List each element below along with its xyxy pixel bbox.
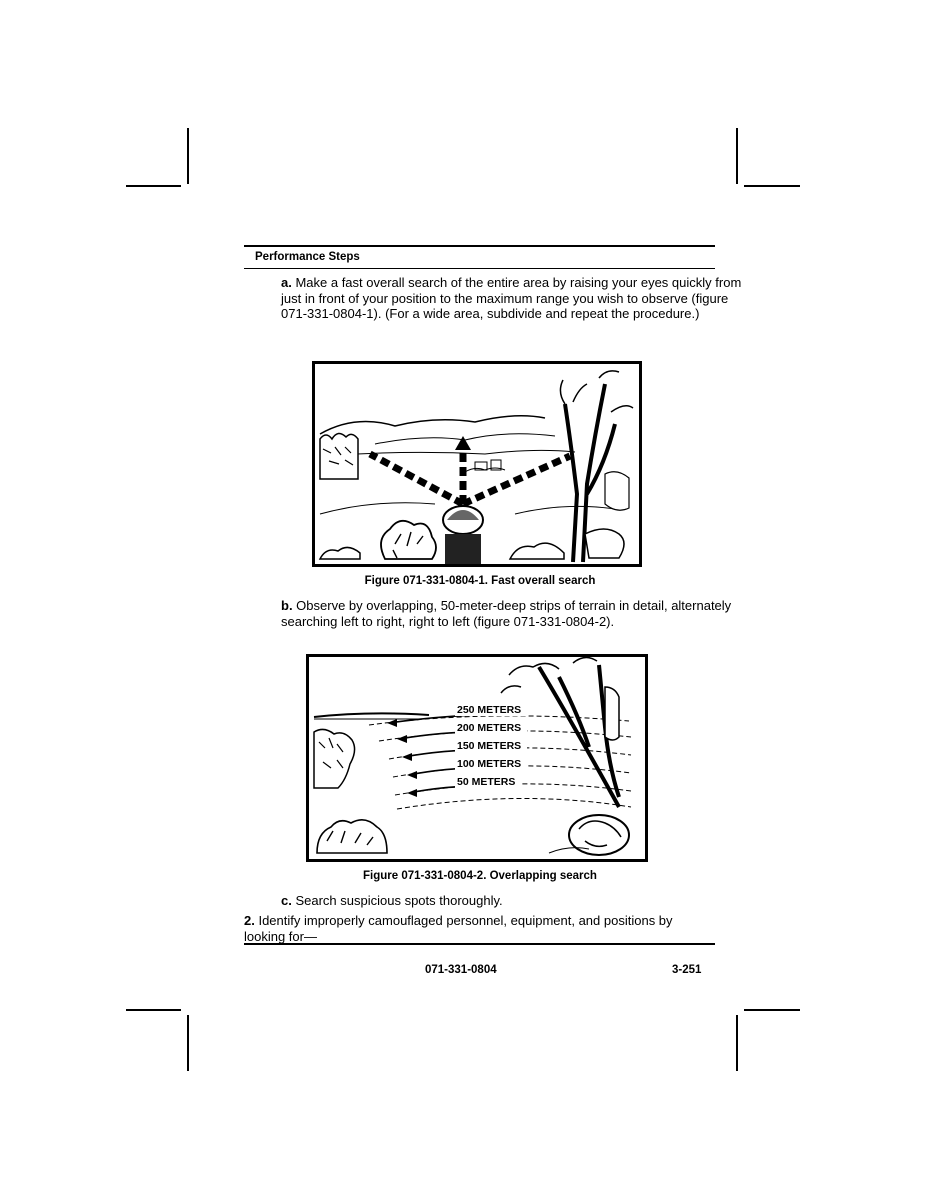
crop-mark-bottom-right-horizontal [744, 1009, 800, 1011]
crop-mark-bottom-left-vertical [187, 1015, 189, 1071]
section-top-rule [244, 245, 715, 247]
distance-label-50: 50 METERS [457, 776, 516, 788]
figure-2-caption: Figure 071-331-0804-2. Overlapping search [363, 870, 597, 882]
step-2-text: Identify improperly camouflaged personnel, equipment, and positions by looking for— [244, 913, 673, 944]
footer-page-number: 3-251 [672, 964, 702, 976]
step-a-text: Make a fast overall search of the entire area by raising your eyes quickly from just in front of your position to the maximum range you wish to observe (figure 071-331-0804-1). (For a wide area, subdivide and repeat the procedure.) [281, 275, 742, 321]
figure-1-caption: Figure 071-331-0804-1. Fast overall search [364, 575, 596, 587]
distance-label-150: 150 METERS [457, 740, 522, 752]
step-a-marker: a. [281, 275, 292, 290]
step-c-paragraph [253, 893, 743, 909]
figure-overlapping-search [306, 654, 648, 862]
section-header-underline [244, 268, 715, 269]
figure-fast-overall-search [312, 361, 642, 567]
crop-mark-top-right-vertical [736, 128, 738, 184]
overlapping-search-illustration [309, 657, 645, 859]
distance-label-250: 250 METERS [457, 704, 522, 716]
step-2-paragraph [244, 913, 715, 944]
step-b-paragraph [253, 598, 743, 629]
step-c-marker: c. [281, 893, 292, 908]
distance-label-200: 200 METERS [457, 722, 522, 734]
section-bottom-rule [244, 943, 715, 945]
fast-search-illustration [315, 364, 639, 564]
crop-mark-top-left-horizontal [126, 185, 181, 187]
section-header: Performance Steps [255, 251, 360, 263]
distance-label-100: 100 METERS [457, 758, 522, 770]
crop-mark-bottom-left-horizontal [126, 1009, 181, 1011]
footer-task-number: 071-331-0804 [425, 964, 497, 976]
step-2-marker: 2. [244, 913, 255, 928]
step-b-text: Observe by overlapping, 50-meter-deep strips of terrain in detail, alternately searching left to right, right to left (figure 071-331-0804-2). [281, 598, 732, 629]
step-c-text: Search suspicious spots thoroughly. [291, 893, 503, 908]
step-b-marker: b. [281, 598, 293, 613]
step-a-paragraph [253, 275, 743, 322]
crop-mark-top-right-horizontal [744, 185, 800, 187]
crop-mark-bottom-right-vertical [736, 1015, 738, 1071]
crop-mark-top-left-vertical [187, 128, 189, 184]
